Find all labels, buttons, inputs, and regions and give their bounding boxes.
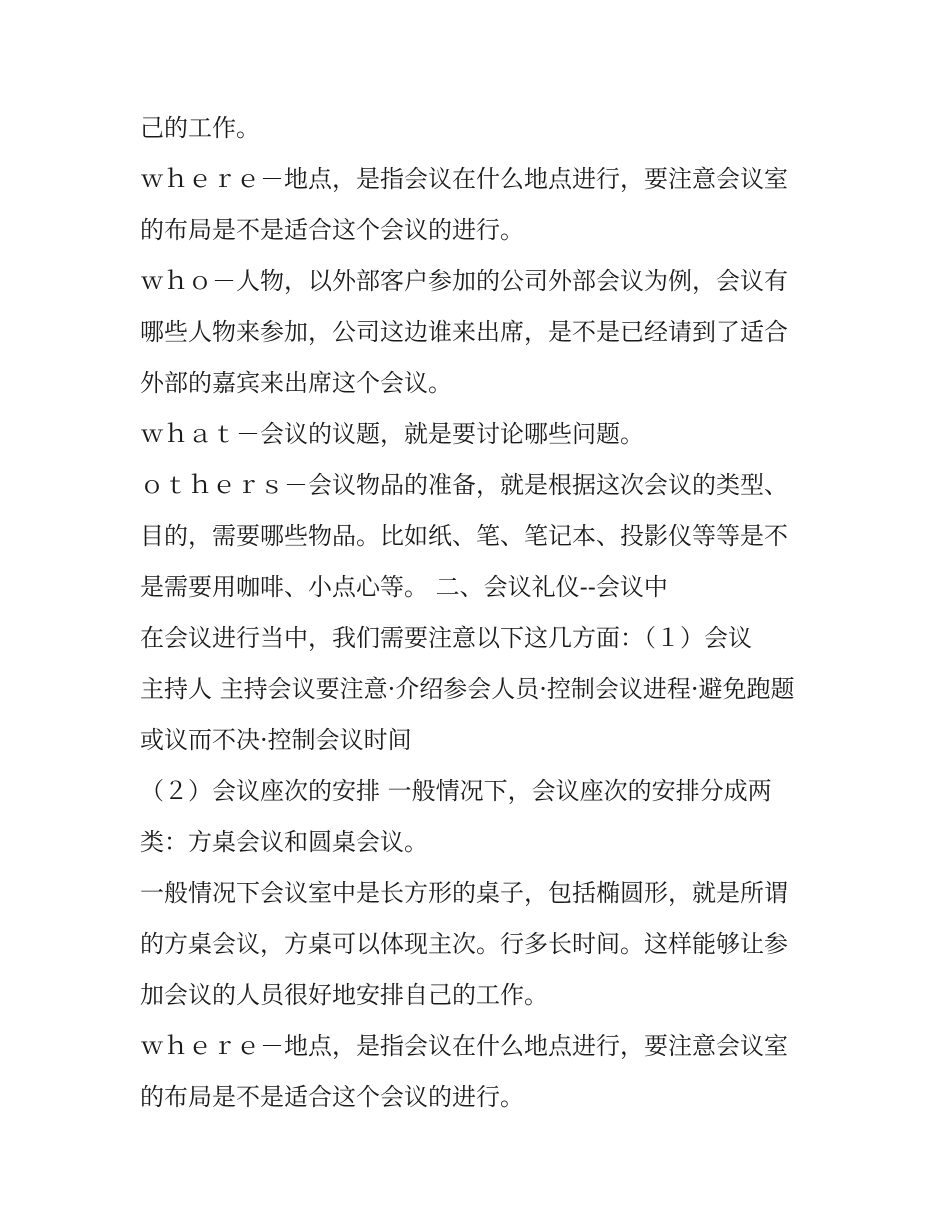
text-line-5: 哪些人物来参加，公司这边谁来出席，是不是已经请到了适合 (140, 318, 788, 346)
text-line-16: 一般情况下会议室中是长方形的桌子，包括椭圆形，就是所谓 (140, 879, 788, 907)
text-line-4: ｗｈｏ－人物，以外部客户参加的公司外部会议为例，会议有 (140, 267, 788, 295)
text-line-2: ｗｈｅｒｅ－地点，是指会议在什么地点进行，要注意会议室 (140, 165, 788, 193)
text-line-12: 主持人 主持会议要注意·介绍参会人员·控制会议进程·避免跑题 (140, 675, 795, 703)
document-body (140, 103, 820, 1123)
text-line-13: 或议而不决·控制会议时间 (140, 726, 412, 754)
text-line-14: （２）会议座次的安排 一般情况下，会议座次的安排分成两 (140, 777, 772, 805)
text-line-19: ｗｈｅｒｅ－地点，是指会议在什么地点进行，要注意会议室 (140, 1032, 788, 1060)
text-line-1: 己的工作。 (140, 114, 260, 142)
text-line-18: 加会议的人员很好地安排自己的工作。 (140, 981, 548, 1009)
text-line-3: 的布局是不是适合这个会议的进行。 (140, 216, 524, 244)
text-line-17: 的方桌会议，方桌可以体现主次。行多长时间。这样能够让参 (140, 930, 788, 958)
text-line-15: 类：方桌会议和圆桌会议。 (140, 828, 428, 856)
text-line-8: ｏｔｈｅｒｓ－会议物品的准备，就是根据这次会议的类型、 (140, 471, 788, 499)
text-line-6: 外部的嘉宾来出席这个会议。 (140, 369, 452, 397)
text-line-7: ｗｈａｔ－会议的议题，就是要讨论哪些问题。 (140, 420, 644, 448)
text-line-9: 目的，需要哪些物品。比如纸、笔、笔记本、投影仪等等是不 (140, 522, 788, 550)
text-line-20: 的布局是不是适合这个会议的进行。 (140, 1083, 524, 1111)
text-line-10: 是需要用咖啡、小点心等。 二、会议礼仪--会议中 (140, 573, 668, 601)
text-line-11: 在会议进行当中，我们需要注意以下这几方面：（１）会议 (140, 624, 752, 652)
